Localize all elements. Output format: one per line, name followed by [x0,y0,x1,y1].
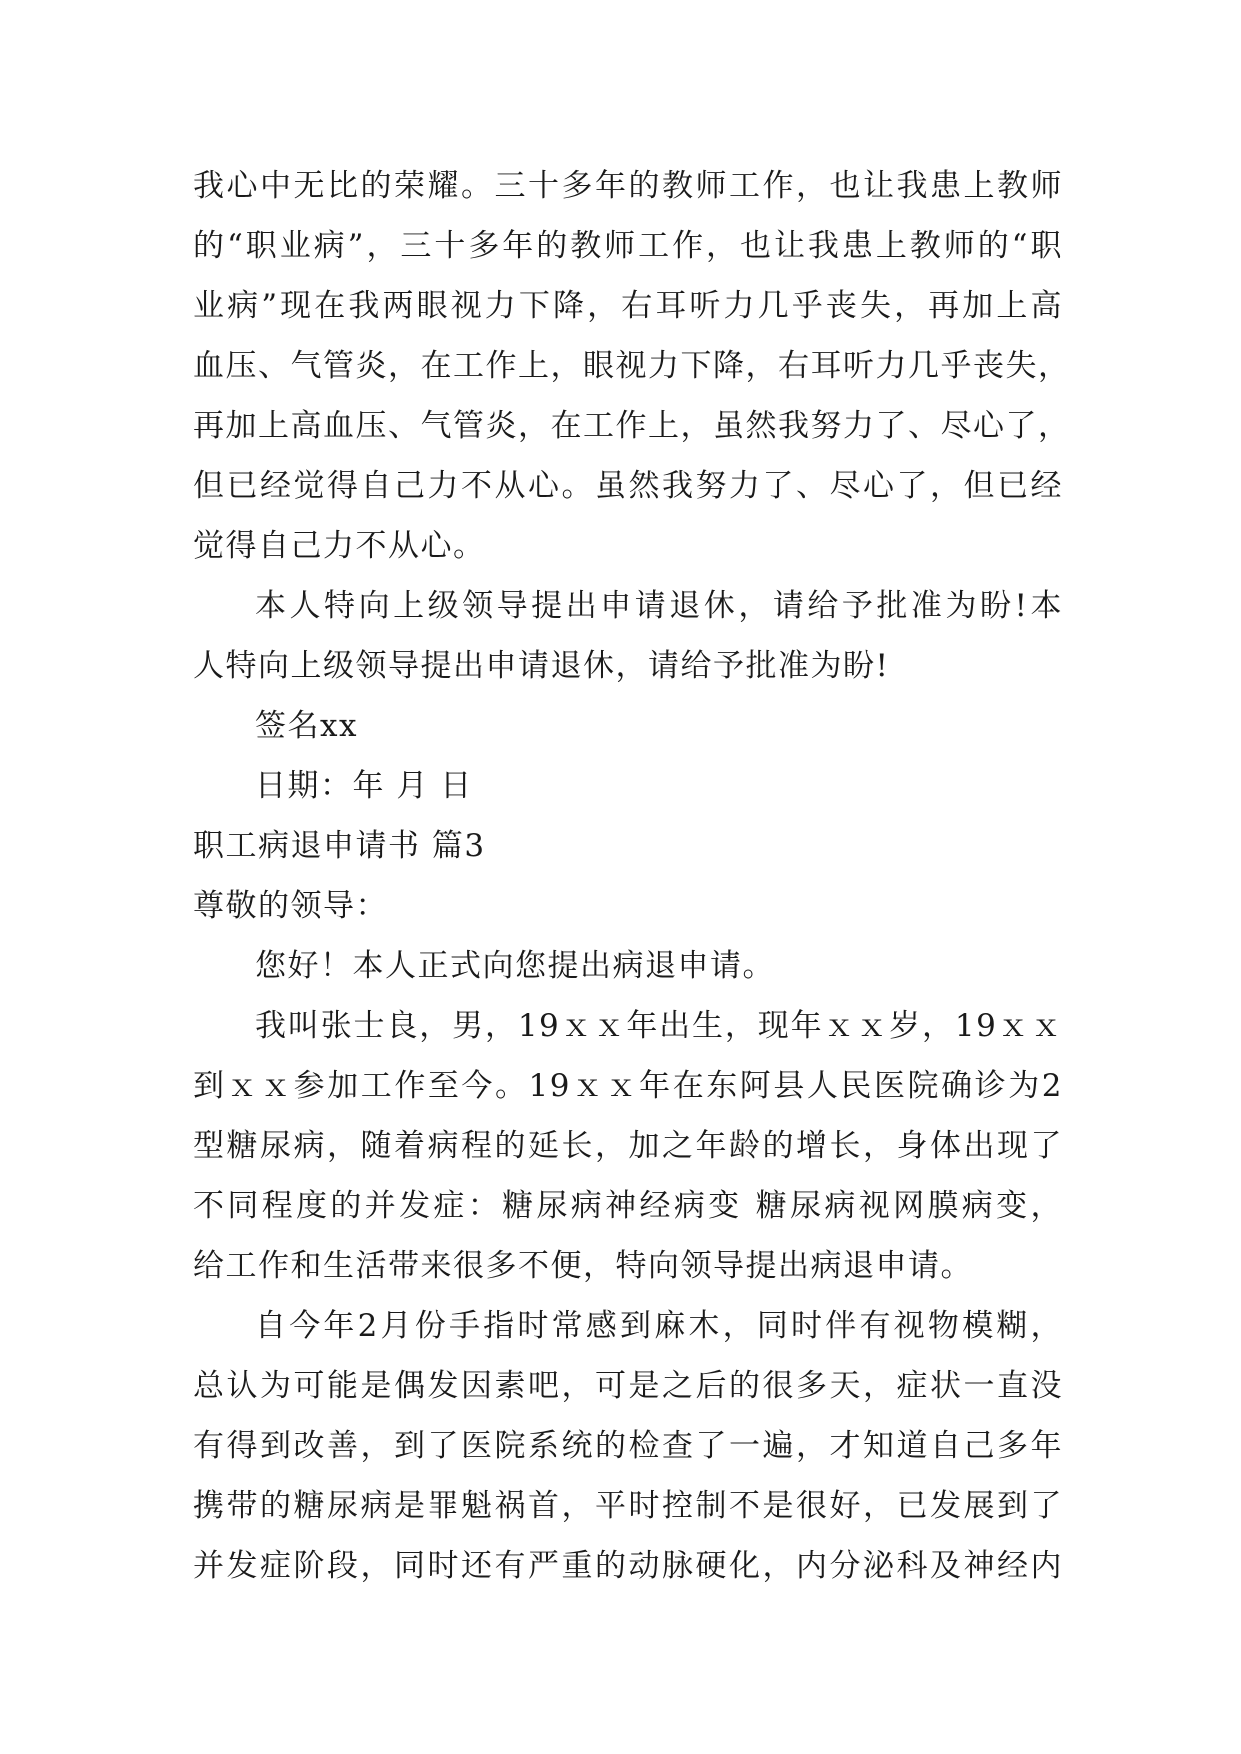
text-line: 人特向上级领导提出申请退休，请给予批准为盼! [193,648,890,684]
text-line: 业病”现在我两眼视力下降，右耳听力几乎丧失，再加上高 [193,288,1063,324]
text-line: 给工作和生活带来很多不便，特向领导提出病退申请。 [193,1248,973,1284]
text-line: 血压、气管炎，在工作上，眼视力下降，右耳听力几乎丧失， [193,348,1071,384]
text-line: 自今年2月份手指时常感到麻木，同时伴有视物模糊， [255,1308,1063,1344]
text-line: 总认为可能是偶发因素吧，可是之后的很多天，症状一直没 [193,1368,1063,1404]
salutation: 尊敬的领导： [193,888,388,924]
text-line: 并发症阶段，同时还有严重的动脉硬化，内分泌科及神经内 [193,1548,1063,1584]
section-heading: 职工病退申请书 篇3 [193,828,486,864]
text-line: 不同程度的并发症：糖尿病神经病变 糖尿病视网膜病变， [193,1188,1063,1224]
text-line: 到ｘｘ参加工作至今。19ｘｘ年在东阿县人民医院确诊为2 [193,1068,1063,1104]
signature-line: 签名xx [255,708,358,744]
text-line: 携带的糖尿病是罪魁祸首，平时控制不是很好，已发展到了 [193,1488,1063,1524]
text-line: 您好！本人正式向您提出病退申请。 [255,948,775,984]
text-line: 再加上高血压、气管炎，在工作上，虽然我努力了、尽心了， [193,408,1071,444]
text-line: 我心中无比的荣耀。三十多年的教师工作，也让我患上教师 [193,168,1063,204]
text-line: 觉得自己力不从心。 [193,528,486,564]
text-line: 我叫张士良，男，19ｘｘ年出生，现年ｘｘ岁，19ｘｘ [255,1008,1063,1044]
text-line: 型糖尿病，随着病程的延长，加之年龄的增长，身体出现了 [193,1128,1063,1164]
text-line: 的“职业病”，三十多年的教师工作，也让我患上教师的“职 [193,228,1063,264]
document-body [193,156,1071,1596]
text-line: 有得到改善，到了医院系统的检查了一遍，才知道自己多年 [193,1428,1063,1464]
text-line: 本人特向上级领导提出申请退休，请给予批准为盼!本 [255,588,1063,624]
date-line: 日期：年 月 日 [255,768,473,804]
text-line: 但已经觉得自己力不从心。虽然我努力了、尽心了，但已经 [193,468,1063,504]
